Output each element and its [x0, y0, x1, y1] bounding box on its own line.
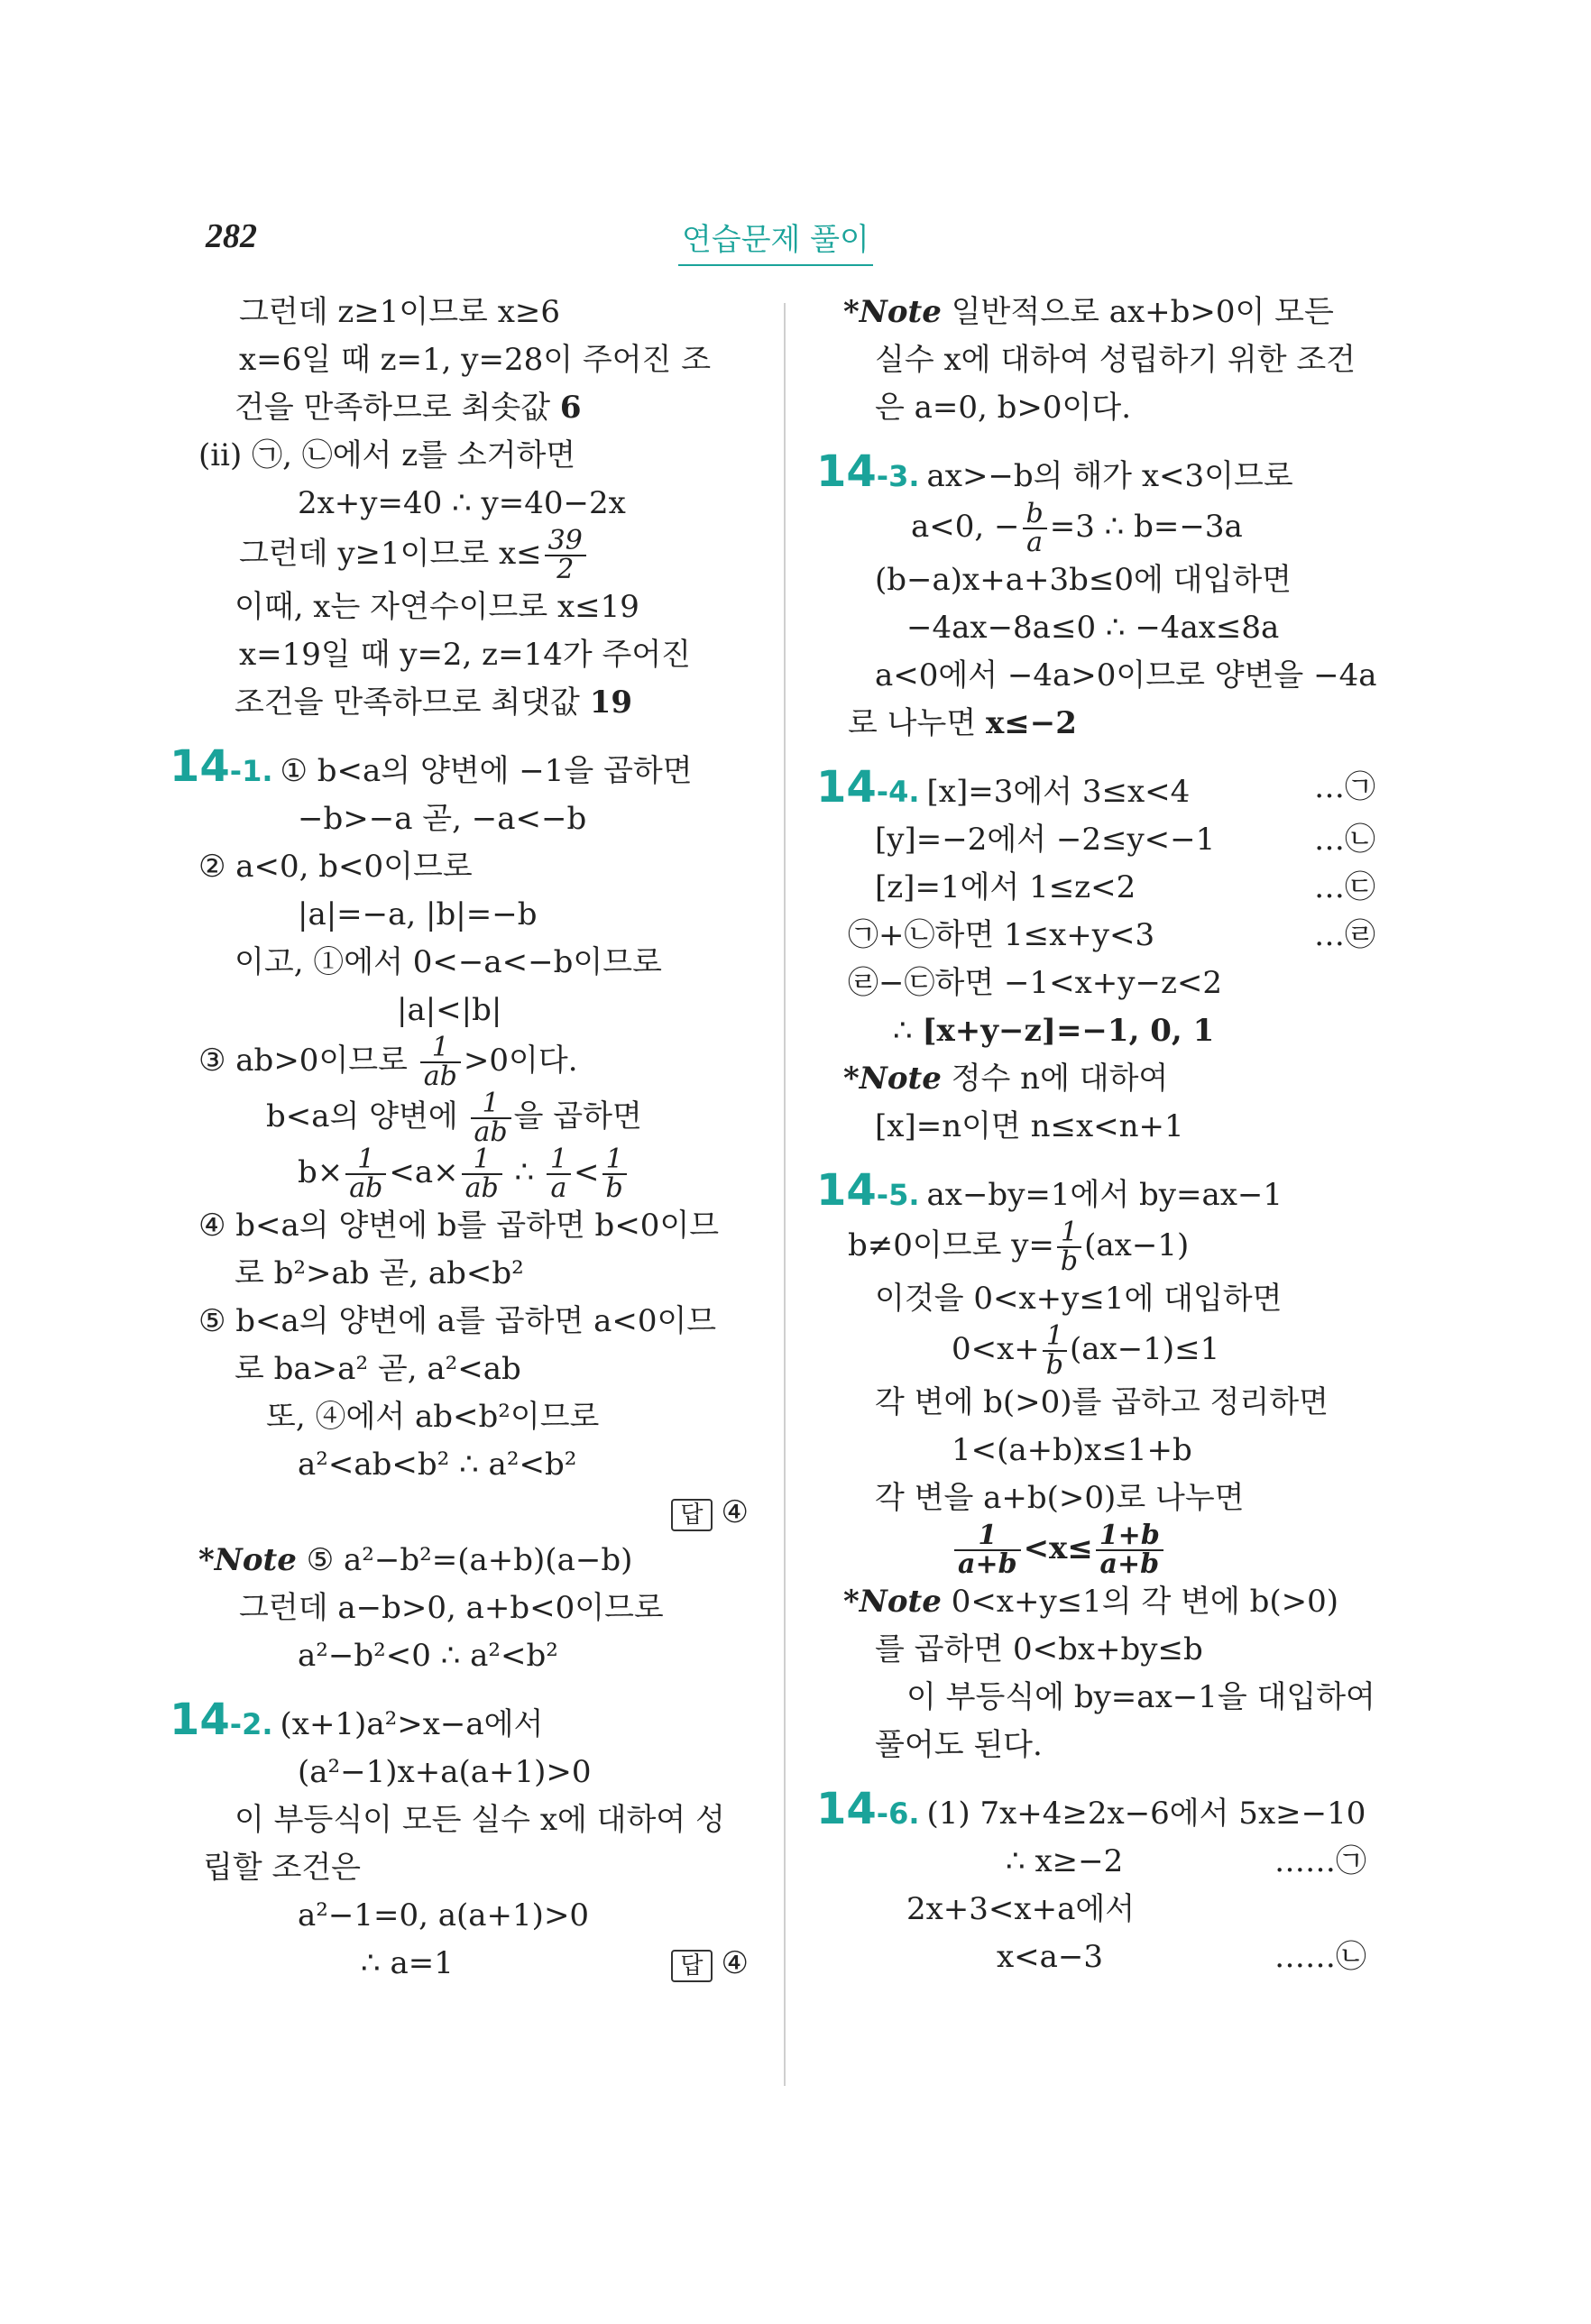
text-line: ② a<0, b<0이므로 — [198, 849, 473, 885]
text-line: ∴ [x+y−z]=−1, 0, 1 — [893, 1013, 1215, 1049]
text-line: (ii) ㉠, ㉡에서 z를 소거하면 — [198, 437, 576, 473]
text-line: −b>−a 곧, −a<−b — [298, 801, 587, 837]
text-line: a<0, − $\frac{b}{a}$ =3 ∴ b=−3a — [911, 498, 1243, 558]
text-line: −4ax−8a≤0 ∴ −4ax≤8a — [906, 610, 1280, 646]
text-line: |a|=−a, |b|=−b — [298, 896, 538, 932]
column-divider — [784, 303, 786, 2086]
text-line: 풀어도 된다. — [875, 1727, 1043, 1763]
text-line: 립할 조건은 — [203, 1850, 362, 1886]
text-line: [y]=−2에서 −2≤y<−1 …㉡ — [875, 822, 1375, 858]
text-line: 이것을 0<x+y≤1에 대입하면 — [875, 1281, 1283, 1317]
text-line: b<a의 양변에 $\frac{1}{ab}$ 을 곱하면 — [266, 1088, 642, 1148]
text-line: x=19일 때 y=2, z=14가 주어진 — [239, 637, 692, 673]
text-line: b≠0이므로 y= $\frac{1}{b}$ (ax−1) — [848, 1217, 1190, 1277]
text-line: |a|<|b| — [397, 992, 502, 1028]
text-line: 로 b²>ab 곧, ab<b² — [235, 1255, 524, 1291]
answer-badge: 답 — [671, 1950, 712, 1982]
text-line: (a²−1)x+a(a+1)>0 — [298, 1754, 592, 1790]
text-line: 1<(a+b)x≤1+b — [952, 1432, 1192, 1468]
text-line: 이 부등식에 by=ax−1을 대입하여 — [906, 1679, 1375, 1715]
note-line: *Note 정수 n에 대하여 — [843, 1061, 1169, 1097]
text-line: 2x+3<x+a에서 — [906, 1891, 1136, 1927]
problem-14-3: 14-3. ax>−b의 해가 x<3이므로 — [816, 446, 1293, 497]
text-line: [z]=1에서 1≤z<2 …㉢ — [875, 869, 1375, 905]
note-line: *Note 일반적으로 ax+b>0이 모든 — [843, 294, 1334, 330]
text-line: 각 변에 b(>0)를 곱하고 정리하면 — [875, 1384, 1329, 1420]
text-line: 로 나누면 x≤−2 — [848, 705, 1077, 741]
text-line: 를 곱하면 0<bx+by≤b — [875, 1631, 1203, 1667]
text-line: x<a−3 ……㉡ — [997, 1939, 1366, 1975]
text-line: 또, ④에서 ab<b²이므로 — [266, 1399, 600, 1435]
text-line: a²−1=0, a(a+1)>0 — [298, 1897, 590, 1934]
text-line: a<0에서 −4a>0이므로 양변을 −4a — [875, 657, 1377, 694]
problem-14-2: 14-2. (x+1)a²>x−a에서 — [170, 1695, 544, 1745]
text-line: 이때, x는 자연수이므로 x≤19 — [235, 589, 639, 625]
text-line: ④ b<a의 양변에 b를 곱하면 b<0이므 — [198, 1208, 720, 1244]
text-line: ㉠+㉡하면 1≤x+y<3 …㉣ — [848, 917, 1375, 953]
problem-14-1: 14-1. ① b<a의 양변에 −1을 곱하면 — [170, 741, 693, 792]
text-line: a²−b²<0 ∴ a²<b² — [298, 1638, 558, 1674]
text-line: 로 ba>a² 곧, a²<ab — [235, 1351, 521, 1387]
text-line: 2x+y=40 ∴ y=40−2x — [298, 485, 626, 521]
text-line: ∴ a=1 답 ④ — [361, 1945, 749, 1981]
text-line: 실수 x에 대하여 성립하기 위한 조건 — [875, 342, 1356, 378]
text-line: a²<ab<b² ∴ a²<b² — [298, 1447, 577, 1483]
text-line: 건을 만족하므로 최솟값 6 — [235, 390, 582, 426]
left-column — [170, 289, 767, 1988]
text-line: b× $\frac{1}{ab}$ <a× $\frac{1}{ab}$ ∴ $\frac{1}{a}$ < $\frac{1}{b}$ — [180, 1146, 767, 1202]
answer-badge: 답 — [671, 1499, 712, 1531]
text-line: x=6일 때 z=1, y=28이 주어진 조 — [239, 342, 712, 378]
text-line: 그런데 z≥1이므로 x≥6 — [239, 294, 561, 330]
text-line: 이 부등식이 모든 실수 x에 대하여 성 — [235, 1802, 725, 1838]
note-line: *Note 0<x+y≤1의 각 변에 b(>0) — [843, 1584, 1339, 1620]
problem-14-4: 14-4. [x]=3에서 3≤x<4 …㉠ — [816, 762, 1375, 813]
text-line: ㉣−㉢하면 −1<x+y−z<2 — [848, 965, 1222, 1001]
text-line: 그런데 y≥1이므로 x≤ $\frac{39}{2}$ — [180, 528, 767, 583]
text-line: ③ ab>0이므로 $\frac{1}{ab}$ >0이다. — [198, 1032, 578, 1092]
text-line: ∴ x≥−2 ……㉠ — [1006, 1843, 1366, 1879]
text-line: 0<x+ $\frac{1}{b}$ (ax−1)≤1 — [952, 1320, 1220, 1381]
text-line: 이고, ①에서 0<−a<−b이므로 — [235, 944, 662, 980]
problem-14-5: 14-5. ax−by=1에서 by=ax−1 — [816, 1165, 1283, 1216]
page-number: 282 — [206, 217, 257, 255]
text-line: [x]=n이면 n≤x<n+1 — [875, 1108, 1184, 1144]
text-line: 그런데 a−b>0, a+b<0이므로 — [239, 1590, 664, 1626]
problem-14-6: 14-6. (1) 7x+4≥2x−6에서 5x≥−10 — [816, 1784, 1366, 1834]
text-line: 조건을 만족하므로 최댓값 19 — [235, 684, 633, 721]
text-line: $\frac{1}{a+b}$ <x≤ $\frac{1+b}{a+b}$ — [816, 1522, 1412, 1578]
right-column — [816, 289, 1412, 1981]
text-line: ⑤ b<a의 양변에 a를 곱하면 a<0이므 — [198, 1303, 717, 1339]
note-line: *Note ⑤ a²−b²=(a+b)(a−b) — [198, 1542, 633, 1578]
page-title: 연습문제 풀이 — [678, 215, 873, 266]
text-line: 은 a=0, b>0이다. — [875, 390, 1132, 426]
answer-line: 답 ④ — [180, 1489, 767, 1537]
text-line: (b−a)x+a+3b≤0에 대입하면 — [875, 562, 1292, 598]
text-line: 각 변을 a+b(>0)로 나누면 — [875, 1480, 1245, 1516]
